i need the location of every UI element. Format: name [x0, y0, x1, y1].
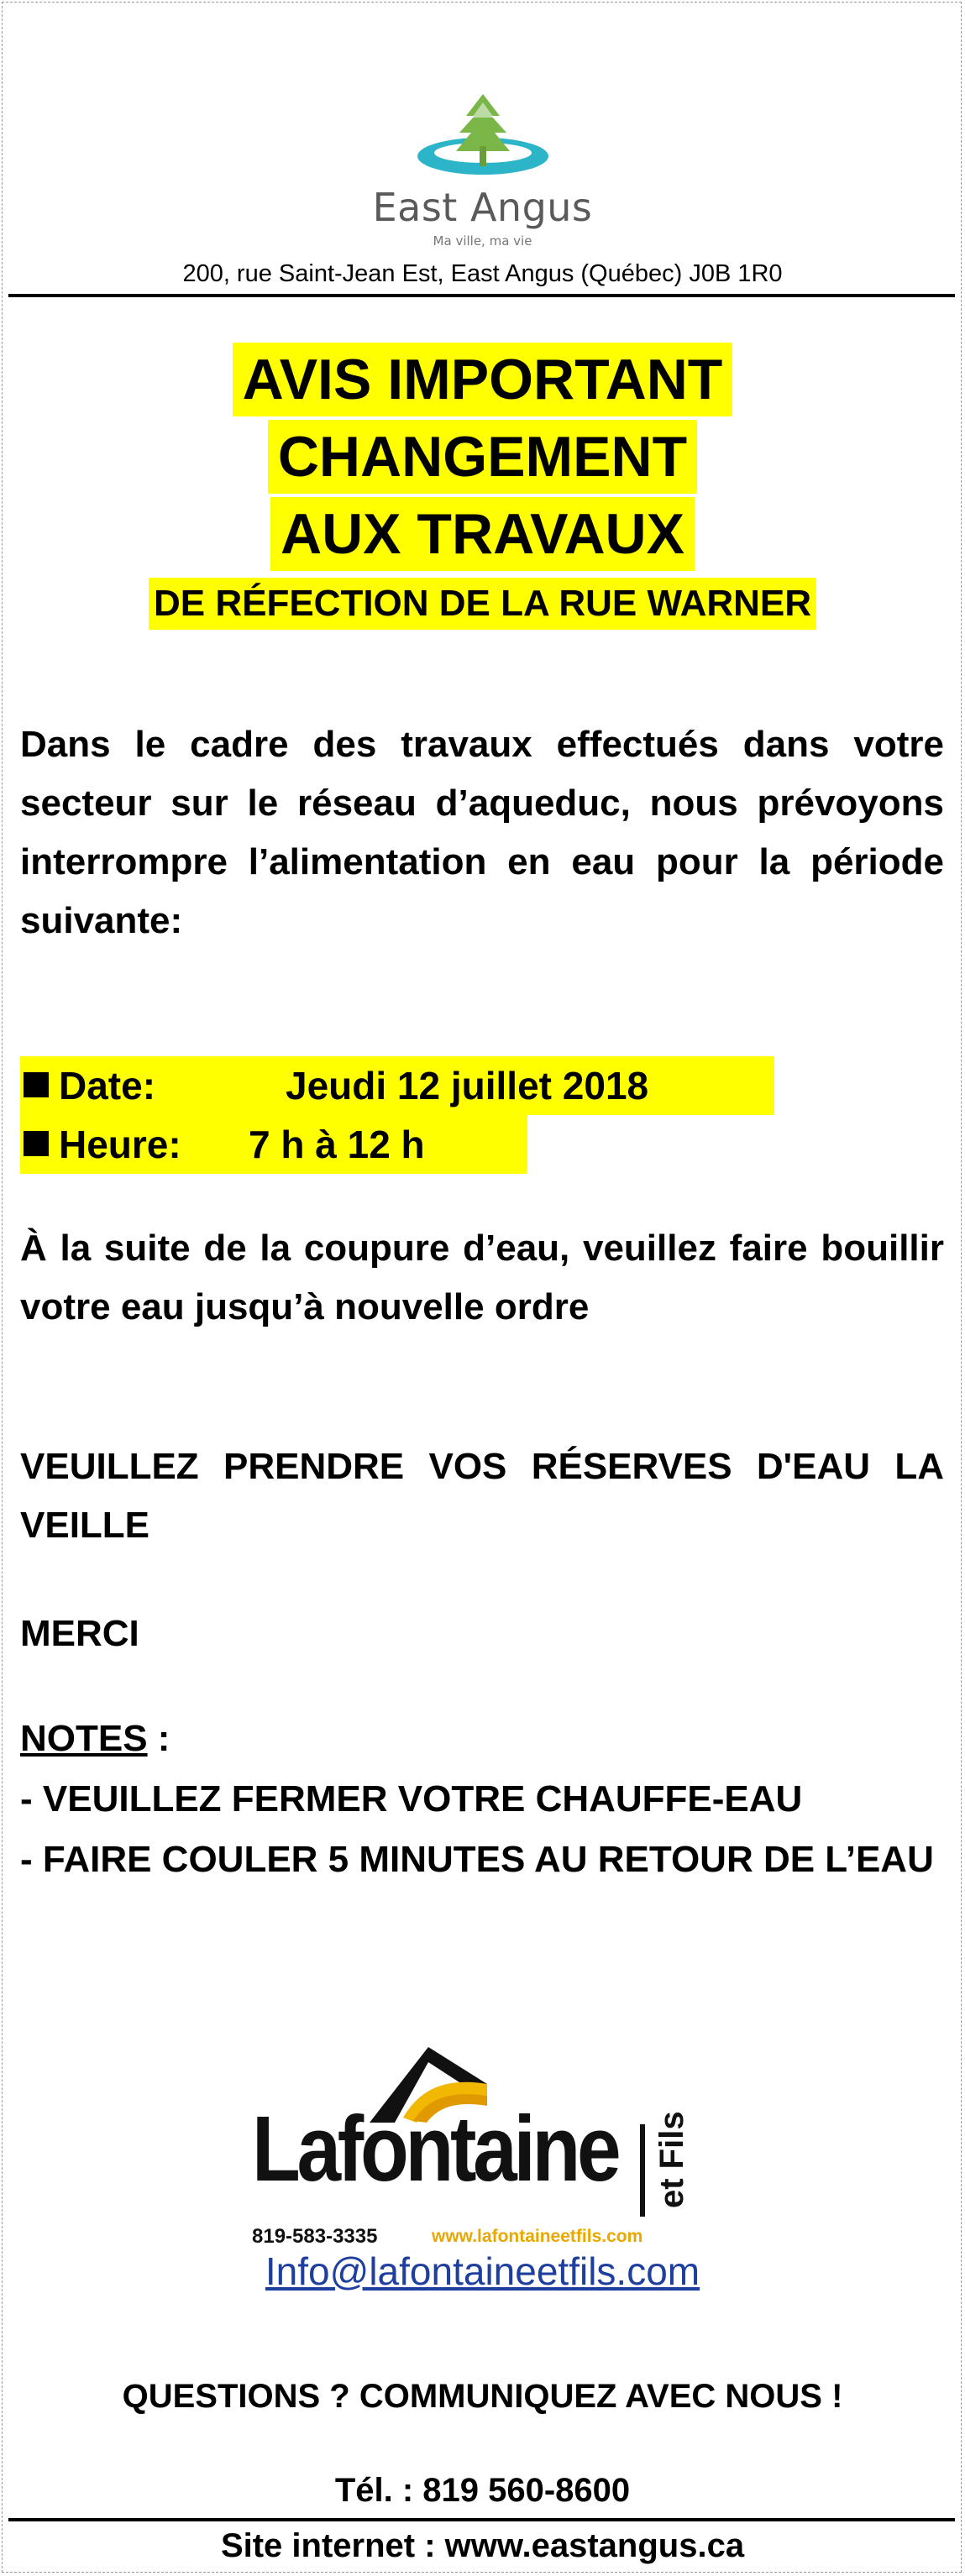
contractor-suffix: et Fils [653, 2111, 690, 2208]
website-text: Site internet : www.eastangus.ca [220, 2527, 745, 2564]
intro-paragraph: Dans le cadre des travaux effectués dans votre secteur sur le réseau d’aqueduc, nous prévoyons interrompre l’alimentation en eau pour la période suivante: [20, 724, 944, 941]
time-label: Heure: [59, 1123, 181, 1166]
east-angus-logo [0, 91, 965, 249]
thanks: MERCI [20, 1613, 139, 1654]
questions-text: QUESTIONS ? COMMUNIQUEZ AVEC NOUS ! [122, 2378, 843, 2415]
square-bullet-icon [24, 1131, 49, 1156]
boil-notice: À la suite de la coupure d’eau, veuillez faire bouillir votre eau jusqu’à nouvelle ordre [20, 1228, 944, 1327]
notes-section [20, 1709, 944, 1890]
notes-heading-suffix: : [147, 1718, 170, 1759]
date-value: Jeudi 12 juillet 2018 [286, 1064, 649, 1107]
footer-divider [8, 2518, 955, 2521]
title-line-3: AUX TRAVAUX [270, 497, 695, 571]
logo-divider [640, 2124, 645, 2217]
contractor-name: Lafontaine [252, 2097, 618, 2201]
note-item: - FAIRE COULER 5 MINUTES AU RETOUR DE L’EAU [20, 1839, 934, 1880]
tree-water-icon [399, 91, 567, 183]
date-label: Date: [59, 1064, 156, 1107]
date-row [20, 1056, 774, 1115]
time-value: 7 h à 12 h [249, 1123, 425, 1166]
lafontaine-logo [252, 2047, 722, 2249]
phone-text: Tél. : 819 560-8600 [334, 2472, 631, 2509]
square-bullet-icon [24, 1072, 49, 1097]
contractor-phone: 819-583-3335 [252, 2225, 378, 2248]
brand-name: East Angus [372, 185, 593, 230]
address: 200, rue Saint-Jean Est, East Angus (Québec) J0B 1R0 [182, 260, 783, 287]
time-row [20, 1115, 527, 1174]
reserve-notice: VEUILLEZ PRENDRE VOS RÉSERVES D'EAU LA VEILLE [20, 1446, 944, 1546]
email-link[interactable]: Info@lafontaineetfils.com [265, 2249, 700, 2293]
notes-heading: NOTES [20, 1718, 148, 1759]
title-block [0, 343, 965, 630]
header-divider [8, 294, 955, 297]
contractor-website: www.lafontaineetfils.com [432, 2227, 643, 2246]
note-item: - VEUILLEZ FERMER VOTRE CHAUFFE-EAU [20, 1778, 803, 1819]
brand-slogan: Ma ville, ma vie [433, 233, 532, 249]
contractor-email [0, 2249, 965, 2294]
title-line-1: AVIS IMPORTANT [233, 343, 733, 416]
title-subtitle: DE RÉFECTION DE LA RUE WARNER [149, 578, 816, 630]
title-line-2: CHANGEMENT [268, 420, 697, 494]
